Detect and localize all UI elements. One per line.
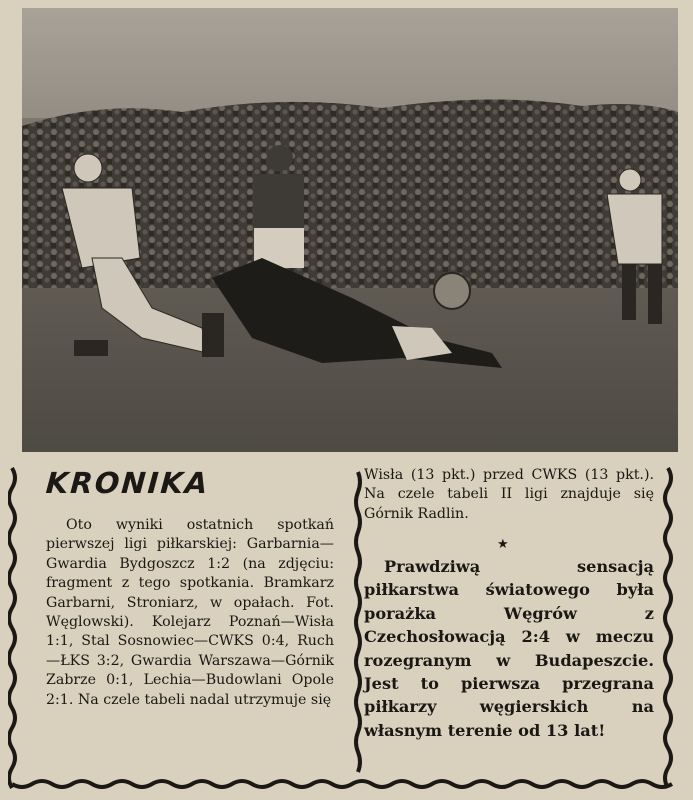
bold-news-text: Prawdziwą sensacją piłkarstwa światowego była porażka Węgrów z Czechosłowacją 2:4 w meczu rozegranym w Budapeszcie. Jest to pierwsza przegrana piłkarzy węgierskich na własnym terenie od 13 lat! (364, 557, 654, 740)
right-column-text: Wisła (13 pkt.) przed CWKS (13 pkt.). Na czele tabeli II ligi znajduje się Górnik Radlin. (364, 467, 654, 522)
star-separator-icon: ★ (497, 537, 509, 552)
left-column-text: Oto wyniki ostatnich spotkań pierwszej ligi piłkarskiej: Garbarnia—Gwardia Bydgoszcz 1:2 (na zdjęciu: fragment z tego spotkania. Bramkarz Garbarni, Stroniarz, w opałach. Fot. Węglowski). Kolejarz Poznań—Wisła 1:1, Stal Sosnowiec—CWKS 0:4, Ruch—ŁKS 3:2, Gwardia Warszawa—Górnik Zabrze 0:1, Lechia—Budowlani Opole 2:1. Na czele tabeli nadal utrzymuje się (46, 517, 334, 708)
match-photo (22, 8, 678, 452)
football-match-photo-icon (22, 8, 678, 452)
article-headline: KRONIKA (44, 466, 211, 500)
